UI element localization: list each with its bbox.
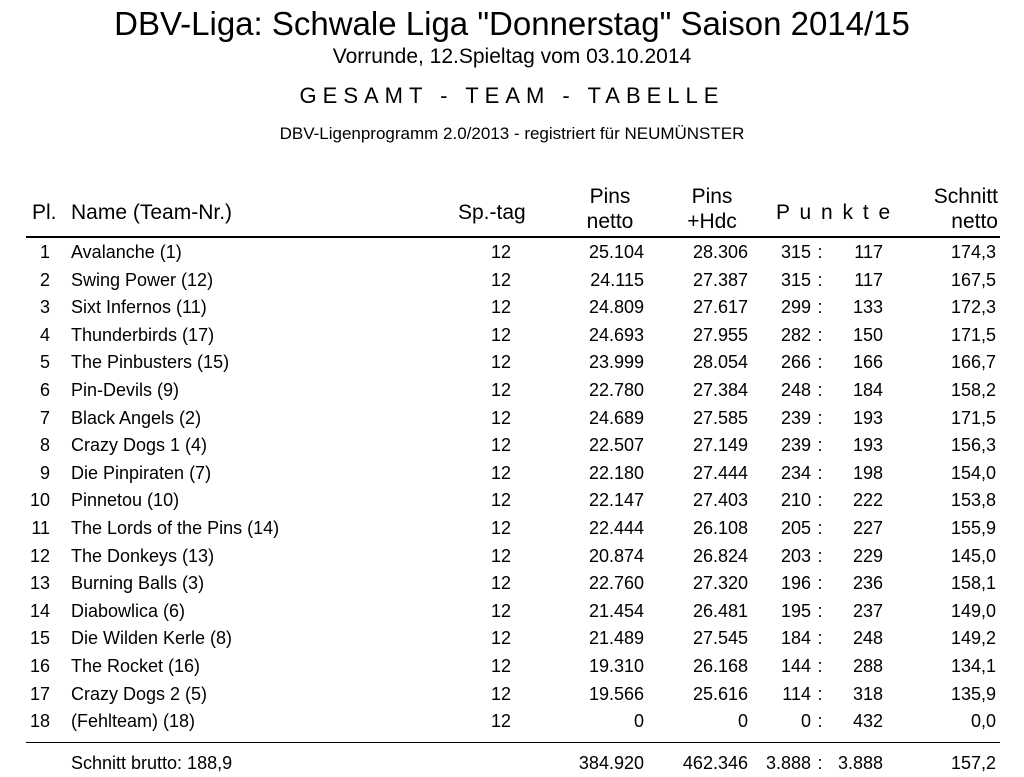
row-points-against: 248 <box>852 628 883 649</box>
row-place: 10 <box>29 490 50 511</box>
col-header-place: Pl. <box>32 201 57 224</box>
row-points-sep: : <box>817 628 823 649</box>
totals-points-sep: : <box>817 753 823 773</box>
row-pins-netto: 22.147 <box>588 490 644 511</box>
row-matchday: 12 <box>490 407 511 428</box>
col-header-name: Name (Team-Nr.) <box>71 201 233 224</box>
row-points-against: 117 <box>854 242 883 262</box>
row-matchday: 12 <box>490 545 511 566</box>
page-subtitle: Vorrunde, 12.Spieltag vom 03.10.2014 <box>332 45 692 68</box>
row-place: 1 <box>39 242 50 262</box>
row-pins-netto: 24.689 <box>588 407 644 428</box>
row-points-for: 266 <box>780 352 811 373</box>
row-pins-netto: 22.444 <box>588 518 644 538</box>
row-points-sep: : <box>817 656 823 676</box>
row-pins-netto: 0 <box>633 711 644 732</box>
row-matchday: 12 <box>490 656 511 676</box>
row-points-against: 193 <box>852 435 883 456</box>
col-header-matchday: Sp.-tag <box>458 201 526 224</box>
row-avg-netto: 153,8 <box>950 490 996 511</box>
row-points-sep: : <box>817 683 823 704</box>
row-avg-netto: 149,2 <box>950 628 996 649</box>
row-pins-hdc: 27.444 <box>692 462 748 483</box>
row-points-for: 0 <box>800 711 811 732</box>
row-place: 2 <box>39 269 50 290</box>
row-team-name: Avalanche (1) <box>71 242 182 262</box>
row-points-against: 318 <box>852 683 883 704</box>
col-header-pins-hdc-line2: +Hdc <box>687 210 737 233</box>
row-place: 5 <box>39 352 50 373</box>
totals-points-for: 3.888 <box>765 753 811 773</box>
row-place: 16 <box>29 656 50 676</box>
row-team-name: The Rocket (16) <box>71 656 201 676</box>
row-points-for: 184 <box>780 628 811 649</box>
row-points-against: 432 <box>852 711 883 732</box>
row-matchday: 12 <box>490 324 511 345</box>
row-matchday: 12 <box>490 242 511 262</box>
row-points-sep: : <box>817 380 823 400</box>
row-pins-hdc: 26.168 <box>692 656 748 676</box>
row-place: 9 <box>39 462 50 483</box>
row-matchday: 12 <box>490 711 511 732</box>
row-pins-netto: 19.566 <box>588 683 644 704</box>
row-team-name: Die Pinpiraten (7) <box>71 462 212 483</box>
table-heading: GESAMT - TEAM - TABELLE <box>299 83 725 108</box>
row-points-against: 288 <box>852 656 883 676</box>
row-matchday: 12 <box>490 269 511 290</box>
row-team-name: (Fehlteam) (18) <box>71 711 196 732</box>
row-pins-hdc: 26.108 <box>692 518 748 538</box>
row-team-name: Pinnetou (10) <box>71 490 180 511</box>
row-team-name: Die Wilden Kerle (8) <box>71 628 233 649</box>
row-team-name: The Donkeys (13) <box>71 545 215 566</box>
row-pins-hdc: 28.054 <box>692 352 748 373</box>
row-pins-hdc: 26.824 <box>692 545 748 566</box>
row-points-against: 227 <box>852 518 883 538</box>
row-points-sep: : <box>817 573 823 594</box>
row-matchday: 12 <box>490 435 511 456</box>
row-points-for: 315 <box>780 269 811 290</box>
row-points-for: 196 <box>780 573 811 594</box>
row-points-for: 248 <box>780 380 811 400</box>
row-place: 3 <box>39 297 50 318</box>
row-avg-netto: 149,0 <box>950 600 996 621</box>
row-points-against: 193 <box>852 407 883 428</box>
row-pins-hdc: 27.384 <box>692 380 748 400</box>
row-avg-netto: 135,9 <box>950 683 996 704</box>
row-avg-netto: 156,3 <box>950 435 996 456</box>
row-points-against: 229 <box>852 545 883 566</box>
row-team-name: Pin-Devils (9) <box>71 380 180 400</box>
row-team-name: Crazy Dogs 1 (4) <box>71 435 208 456</box>
row-place: 14 <box>29 600 50 621</box>
row-points-against: 237 <box>852 600 883 621</box>
row-avg-netto: 0,0 <box>970 711 996 732</box>
row-place: 6 <box>39 380 50 400</box>
row-avg-netto: 171,5 <box>950 324 996 345</box>
row-points-for: 239 <box>780 435 811 456</box>
row-place: 13 <box>29 573 50 594</box>
row-pins-netto: 23.999 <box>588 352 644 373</box>
col-header-avg-line2: netto <box>951 210 998 233</box>
totals-pins-hdc: 462.346 <box>682 753 748 773</box>
program-info: DBV-Ligenprogramm 2.0/2013 - registriert für NEUMÜNSTER <box>279 124 745 143</box>
row-points-sep: : <box>817 435 823 456</box>
row-points-against: 222 <box>852 490 883 511</box>
row-points-against: 133 <box>852 297 883 318</box>
row-avg-netto: 154,0 <box>950 462 996 483</box>
row-points-against: 236 <box>852 573 883 594</box>
row-points-for: 210 <box>780 490 811 511</box>
row-points-sep: : <box>817 269 823 290</box>
row-pins-netto: 22.180 <box>588 462 644 483</box>
row-points-sep: : <box>817 490 823 511</box>
row-avg-netto: 166,7 <box>950 352 996 373</box>
totals-pins: 384.920 <box>578 753 644 773</box>
row-avg-netto: 134,1 <box>950 656 996 676</box>
row-matchday: 12 <box>490 600 511 621</box>
row-points-for: 299 <box>780 297 811 318</box>
row-pins-netto: 21.454 <box>588 600 644 621</box>
row-place: 15 <box>29 628 50 649</box>
row-matchday: 12 <box>490 628 511 649</box>
row-avg-netto: 174,3 <box>950 242 996 262</box>
row-team-name: The Lords of the Pins (14) <box>71 518 280 538</box>
row-points-sep: : <box>817 462 823 483</box>
row-avg-netto: 171,5 <box>950 407 996 428</box>
header-rule <box>26 236 1000 238</box>
row-pins-hdc: 27.320 <box>692 573 748 594</box>
row-points-sep: : <box>817 407 823 428</box>
row-place: 8 <box>39 435 50 456</box>
row-matchday: 12 <box>490 462 511 483</box>
row-team-name: Diabowlica (6) <box>71 600 186 621</box>
row-points-sep: : <box>817 297 823 318</box>
row-pins-netto: 22.780 <box>588 380 644 400</box>
row-matchday: 12 <box>490 573 511 594</box>
row-points-sep: : <box>817 352 823 373</box>
totals-points-against: 3.888 <box>837 753 883 773</box>
row-pins-hdc: 27.585 <box>692 407 748 428</box>
row-matchday: 12 <box>490 490 511 511</box>
row-pins-netto: 22.507 <box>588 435 644 456</box>
row-points-against: 150 <box>852 324 883 345</box>
row-points-against: 184 <box>852 380 883 400</box>
row-points-for: 315 <box>780 242 811 262</box>
row-points-sep: : <box>817 324 823 345</box>
row-avg-netto: 167,5 <box>950 269 996 290</box>
row-place: 12 <box>29 545 50 566</box>
row-points-against: 166 <box>852 352 883 373</box>
col-header-avg-line1: Schnitt <box>933 185 998 208</box>
row-avg-netto: 172,3 <box>950 297 996 318</box>
row-points-for: 203 <box>780 545 811 566</box>
row-pins-hdc: 27.955 <box>692 324 748 345</box>
row-points-for: 144 <box>780 656 811 676</box>
row-team-name: Thunderbirds (17) <box>71 324 215 345</box>
row-team-name: Burning Balls (3) <box>71 573 205 594</box>
col-header-pins-line1: Pins <box>589 185 631 208</box>
row-avg-netto: 158,1 <box>950 573 996 594</box>
row-points-sep: : <box>817 545 823 566</box>
row-place: 7 <box>39 407 50 428</box>
row-points-for: 234 <box>780 462 811 483</box>
totals-label: Schnitt brutto: 188,9 <box>71 753 233 773</box>
totals-avg: 157,2 <box>950 753 996 773</box>
row-team-name: The Pinbusters (15) <box>71 352 230 373</box>
footer-rule <box>26 742 1000 743</box>
row-points-for: 195 <box>780 600 811 621</box>
row-pins-hdc: 27.545 <box>692 628 748 649</box>
row-points-sep: : <box>817 600 823 621</box>
row-place: 18 <box>29 711 50 732</box>
row-pins-netto: 25.104 <box>588 242 644 262</box>
row-pins-netto: 24.809 <box>588 297 644 318</box>
row-matchday: 12 <box>490 683 511 704</box>
row-pins-hdc: 27.387 <box>692 269 748 290</box>
row-matchday: 12 <box>490 352 511 373</box>
row-pins-hdc: 25.616 <box>692 683 748 704</box>
row-points-for: 282 <box>780 324 811 345</box>
row-points-sep: : <box>817 711 823 732</box>
row-points-against: 117 <box>854 269 883 290</box>
row-pins-netto: 24.693 <box>588 324 644 345</box>
row-pins-hdc: 27.149 <box>692 435 748 456</box>
row-place: 17 <box>29 683 50 704</box>
row-pins-hdc: 0 <box>737 711 748 732</box>
row-points-sep: : <box>817 242 823 262</box>
row-pins-netto: 24.115 <box>590 269 644 290</box>
row-pins-netto: 19.310 <box>588 656 644 676</box>
row-pins-netto: 21.489 <box>588 628 644 649</box>
row-points-for: 239 <box>780 407 811 428</box>
col-header-pins-hdc-line1: Pins <box>691 185 733 208</box>
row-points-against: 198 <box>852 462 883 483</box>
row-team-name: Sixt Infernos (11) <box>71 297 207 318</box>
row-matchday: 12 <box>490 297 511 318</box>
row-points-sep: : <box>817 518 823 538</box>
row-matchday: 12 <box>490 380 511 400</box>
col-header-points: P u n k t e <box>776 201 893 224</box>
row-pins-hdc: 28.306 <box>692 242 748 262</box>
col-header-pins-line2: netto <box>586 210 634 233</box>
row-pins-hdc: 26.481 <box>692 600 748 621</box>
row-avg-netto: 145,0 <box>950 545 996 566</box>
row-points-for: 114 <box>782 683 811 704</box>
row-place: 11 <box>31 518 50 538</box>
row-team-name: Swing Power (12) <box>71 269 214 290</box>
page-title: DBV-Liga: Schwale Liga "Donnerstag" Saison 2014/15 <box>114 5 910 42</box>
row-team-name: Crazy Dogs 2 (5) <box>71 683 208 704</box>
row-team-name: Black Angels (2) <box>71 407 202 428</box>
row-matchday: 12 <box>490 518 511 538</box>
row-pins-netto: 22.760 <box>588 573 644 594</box>
row-pins-hdc: 27.403 <box>692 490 748 511</box>
row-pins-hdc: 27.617 <box>692 297 748 318</box>
row-avg-netto: 158,2 <box>950 380 996 400</box>
row-place: 4 <box>39 324 50 345</box>
row-pins-netto: 20.874 <box>588 545 644 566</box>
row-points-for: 205 <box>780 518 811 538</box>
row-avg-netto: 155,9 <box>950 518 996 538</box>
